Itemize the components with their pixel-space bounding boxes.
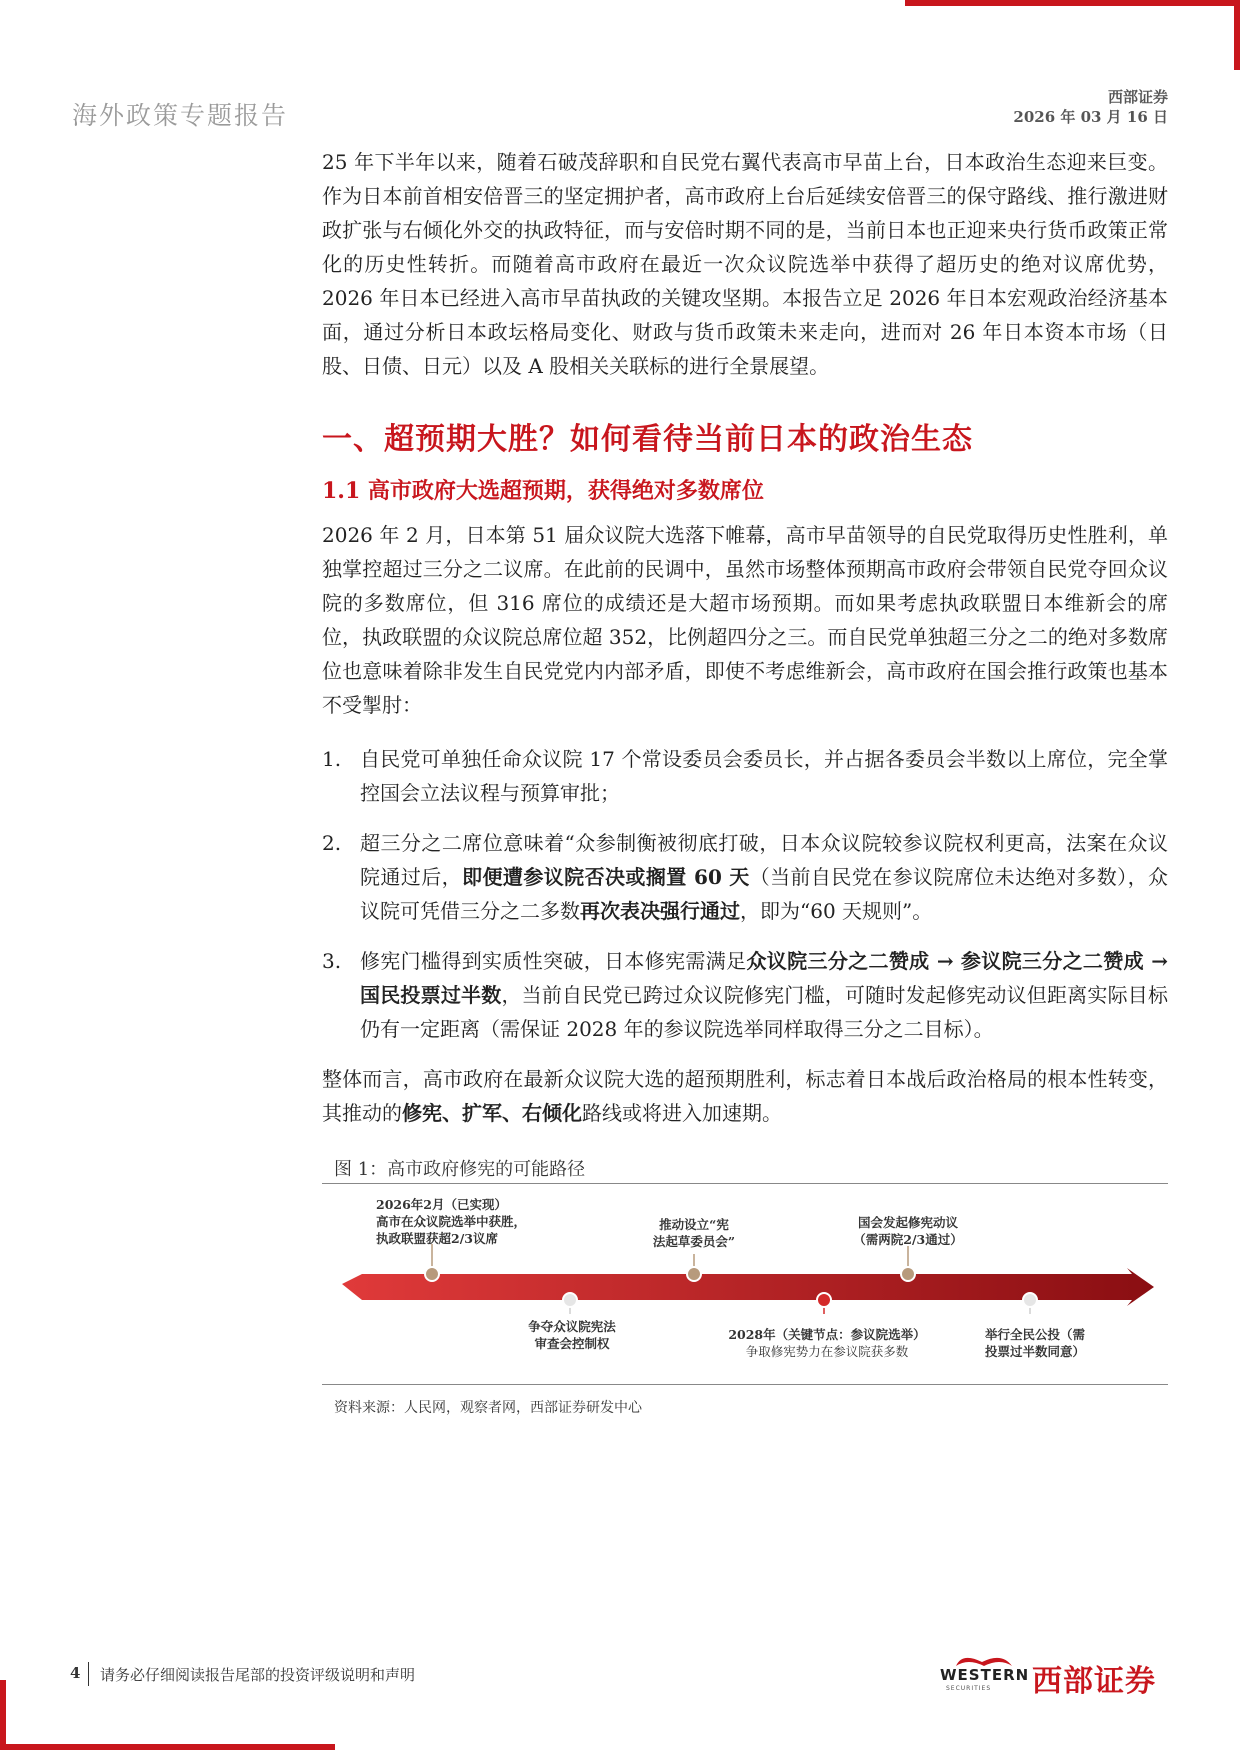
logo-chinese: 西部证券: [1032, 1664, 1156, 1699]
conclusion-paragraph: 整体而言，高市政府在最新众议院大选的超预期胜利，标志着日本战后政治格局的根本性转变，其推动的修宪、扩军、右倾化路线或将进入加速期。: [322, 1067, 1168, 1125]
subsection-heading: 1.1 高市政府大选超预期，获得绝对多数席位: [322, 478, 764, 504]
list-text: 超三分之二席位意味着“众参制衡被彻底打破，日本众议院较参议院权利更高，法案在众议院通过后，即便遭参议院否决或搁置 60 天（当前自民党在参议院席位未达绝对多数），众议院可凭借三分之二多数再次表决强行通过，即为“60 天规则”。: [360, 831, 1169, 923]
milestone-marker: [817, 1293, 831, 1307]
section-heading: 一、超预期大胜？如何看待当前日本的政治生态: [322, 422, 973, 457]
header-date: 2026 年 03 月 16 日: [1013, 108, 1168, 126]
milestone-marker: [901, 1267, 915, 1281]
milestone-label-m2: 争夺众议院宪法 审查会控制权: [528, 1319, 616, 1351]
company-logo: [940, 1650, 1175, 1698]
corner-decoration-bottom-vertical: [0, 1680, 6, 1750]
logo-subtitle: SECURITIES: [946, 1685, 992, 1692]
milestone-label-m5: 国会发起修宪动议 （需两院2/3通过）: [853, 1215, 963, 1247]
milestone-label-m4: 2028年（关键节点：参议院选举） 争取修宪势力在参议院获多数: [728, 1327, 926, 1359]
bold-emphasis: 修宪、扩军、右倾化: [402, 1101, 582, 1125]
footer-divider: [88, 1662, 89, 1686]
list-number: 1.: [322, 747, 342, 771]
corner-decoration-bottom: [0, 1744, 335, 1750]
page-number: 4: [70, 1664, 81, 1682]
corner-decoration-top-vertical: [1234, 0, 1240, 70]
corner-decoration-top: [905, 0, 1240, 6]
milestone-marker: [425, 1267, 439, 1281]
milestone-marker: [1023, 1293, 1037, 1307]
logo-english: WESTERN: [940, 1666, 1030, 1684]
bold-emphasis: 再次表决强行通过: [580, 899, 740, 923]
milestone-label-m6: 举行全民公投（需 投票过半数同意）: [984, 1327, 1085, 1359]
header-company: 西部证券: [1107, 88, 1168, 106]
list-text: 修宪门槛得到实质性突破，日本修宪需满足众议院三分之二赞成 → 参议院三分之二赞成 → 国民投票过半数，当前自民党已跨过众议院修宪门槛，可随时发起修宪动议但距离实际目标仍有一定距离（需保证 2028 年的参议院选举同样取得三分之二目标）。: [360, 949, 1169, 1041]
milestone-marker: [687, 1267, 701, 1281]
milestone-label-m3: 推动设立“宪 法起草委员会”: [652, 1217, 736, 1249]
body-paragraph: 2026 年 2 月，日本第 51 届众议院大选落下帷幕，高市早苗领导的自民党取得历史性胜利，单独掌控超过三分之二议席。在此前的民调中，虽然市场整体预期高市政府会带领自民党夺回众议院的多数席位，但 316 席位的成绩还是大超市场预期。而如果考虑执政联盟日本维新会的席位，执政联盟的众议院总席位超 352，比例超四分之三。而自民党单独超三分之二的绝对多数席位也意味着除非发生自民党党内内部矛盾，即使不考虑维新会，高市政府在国会推行政策也基本不受掣肘：: [322, 523, 1168, 717]
figure-bottom-rule: [322, 1384, 1168, 1385]
list-text: 自民党可单独任命众议院 17 个常设委员会委员长，并占据各委员会半数以上席位，完全掌控国会立法议程与预算审批；: [360, 747, 1168, 805]
list-number: 3.: [322, 949, 342, 973]
timeline-figure: [322, 1184, 1168, 1384]
bold-emphasis: 即便遭参议院否决或搁置 60 天: [462, 865, 750, 889]
figure-source: 资料来源：人民网，观察者网，西部证券研发中心: [334, 1400, 642, 1416]
footer-disclaimer: 请务必仔细阅读报告尾部的投资评级说明和声明: [100, 1666, 416, 1684]
milestone-label-m1: 2026年2月（已实现） 高市在众议院选举中获胜， 执政联盟获超2/3议席: [376, 1197, 527, 1246]
bold-emphasis: 众议院三分之二赞成 → 参议院三分之二赞成 → 国民投票过半数: [360, 949, 1169, 1007]
figure-caption: 图 1：高市政府修宪的可能路径: [334, 1159, 586, 1180]
list-number: 2.: [322, 831, 342, 855]
intro-paragraph: 25 年下半年以来，随着石破茂辞职和自民党右翼代表高市早苗上台，日本政治生态迎来巨变。作为日本前首相安倍晋三的坚定拥护者，高市政府上台后延续安倍晋三的保守路线、推行激进财政扩张与右倾化外交的执政特征，而与安倍时期不同的是，当前日本也正迎来央行货币政策正常化的历史性转折。而随着高市政府在最近一次众议院选举中获得了超历史的绝对议席优势，2026 年日本已经进入高市早苗执政的关键攻坚期。本报告立足 2026 年日本宏观政治经济基本面，通过分析日本政坛格局变化、财政与货币政策未来走向，进而对 26 年日本资本市场（日股、日债、日元）以及 A 股相关关联标的进行全景展望。: [322, 150, 1168, 378]
report-type-title: 海外政策专题报告: [72, 101, 289, 130]
milestone-marker: [563, 1293, 577, 1307]
